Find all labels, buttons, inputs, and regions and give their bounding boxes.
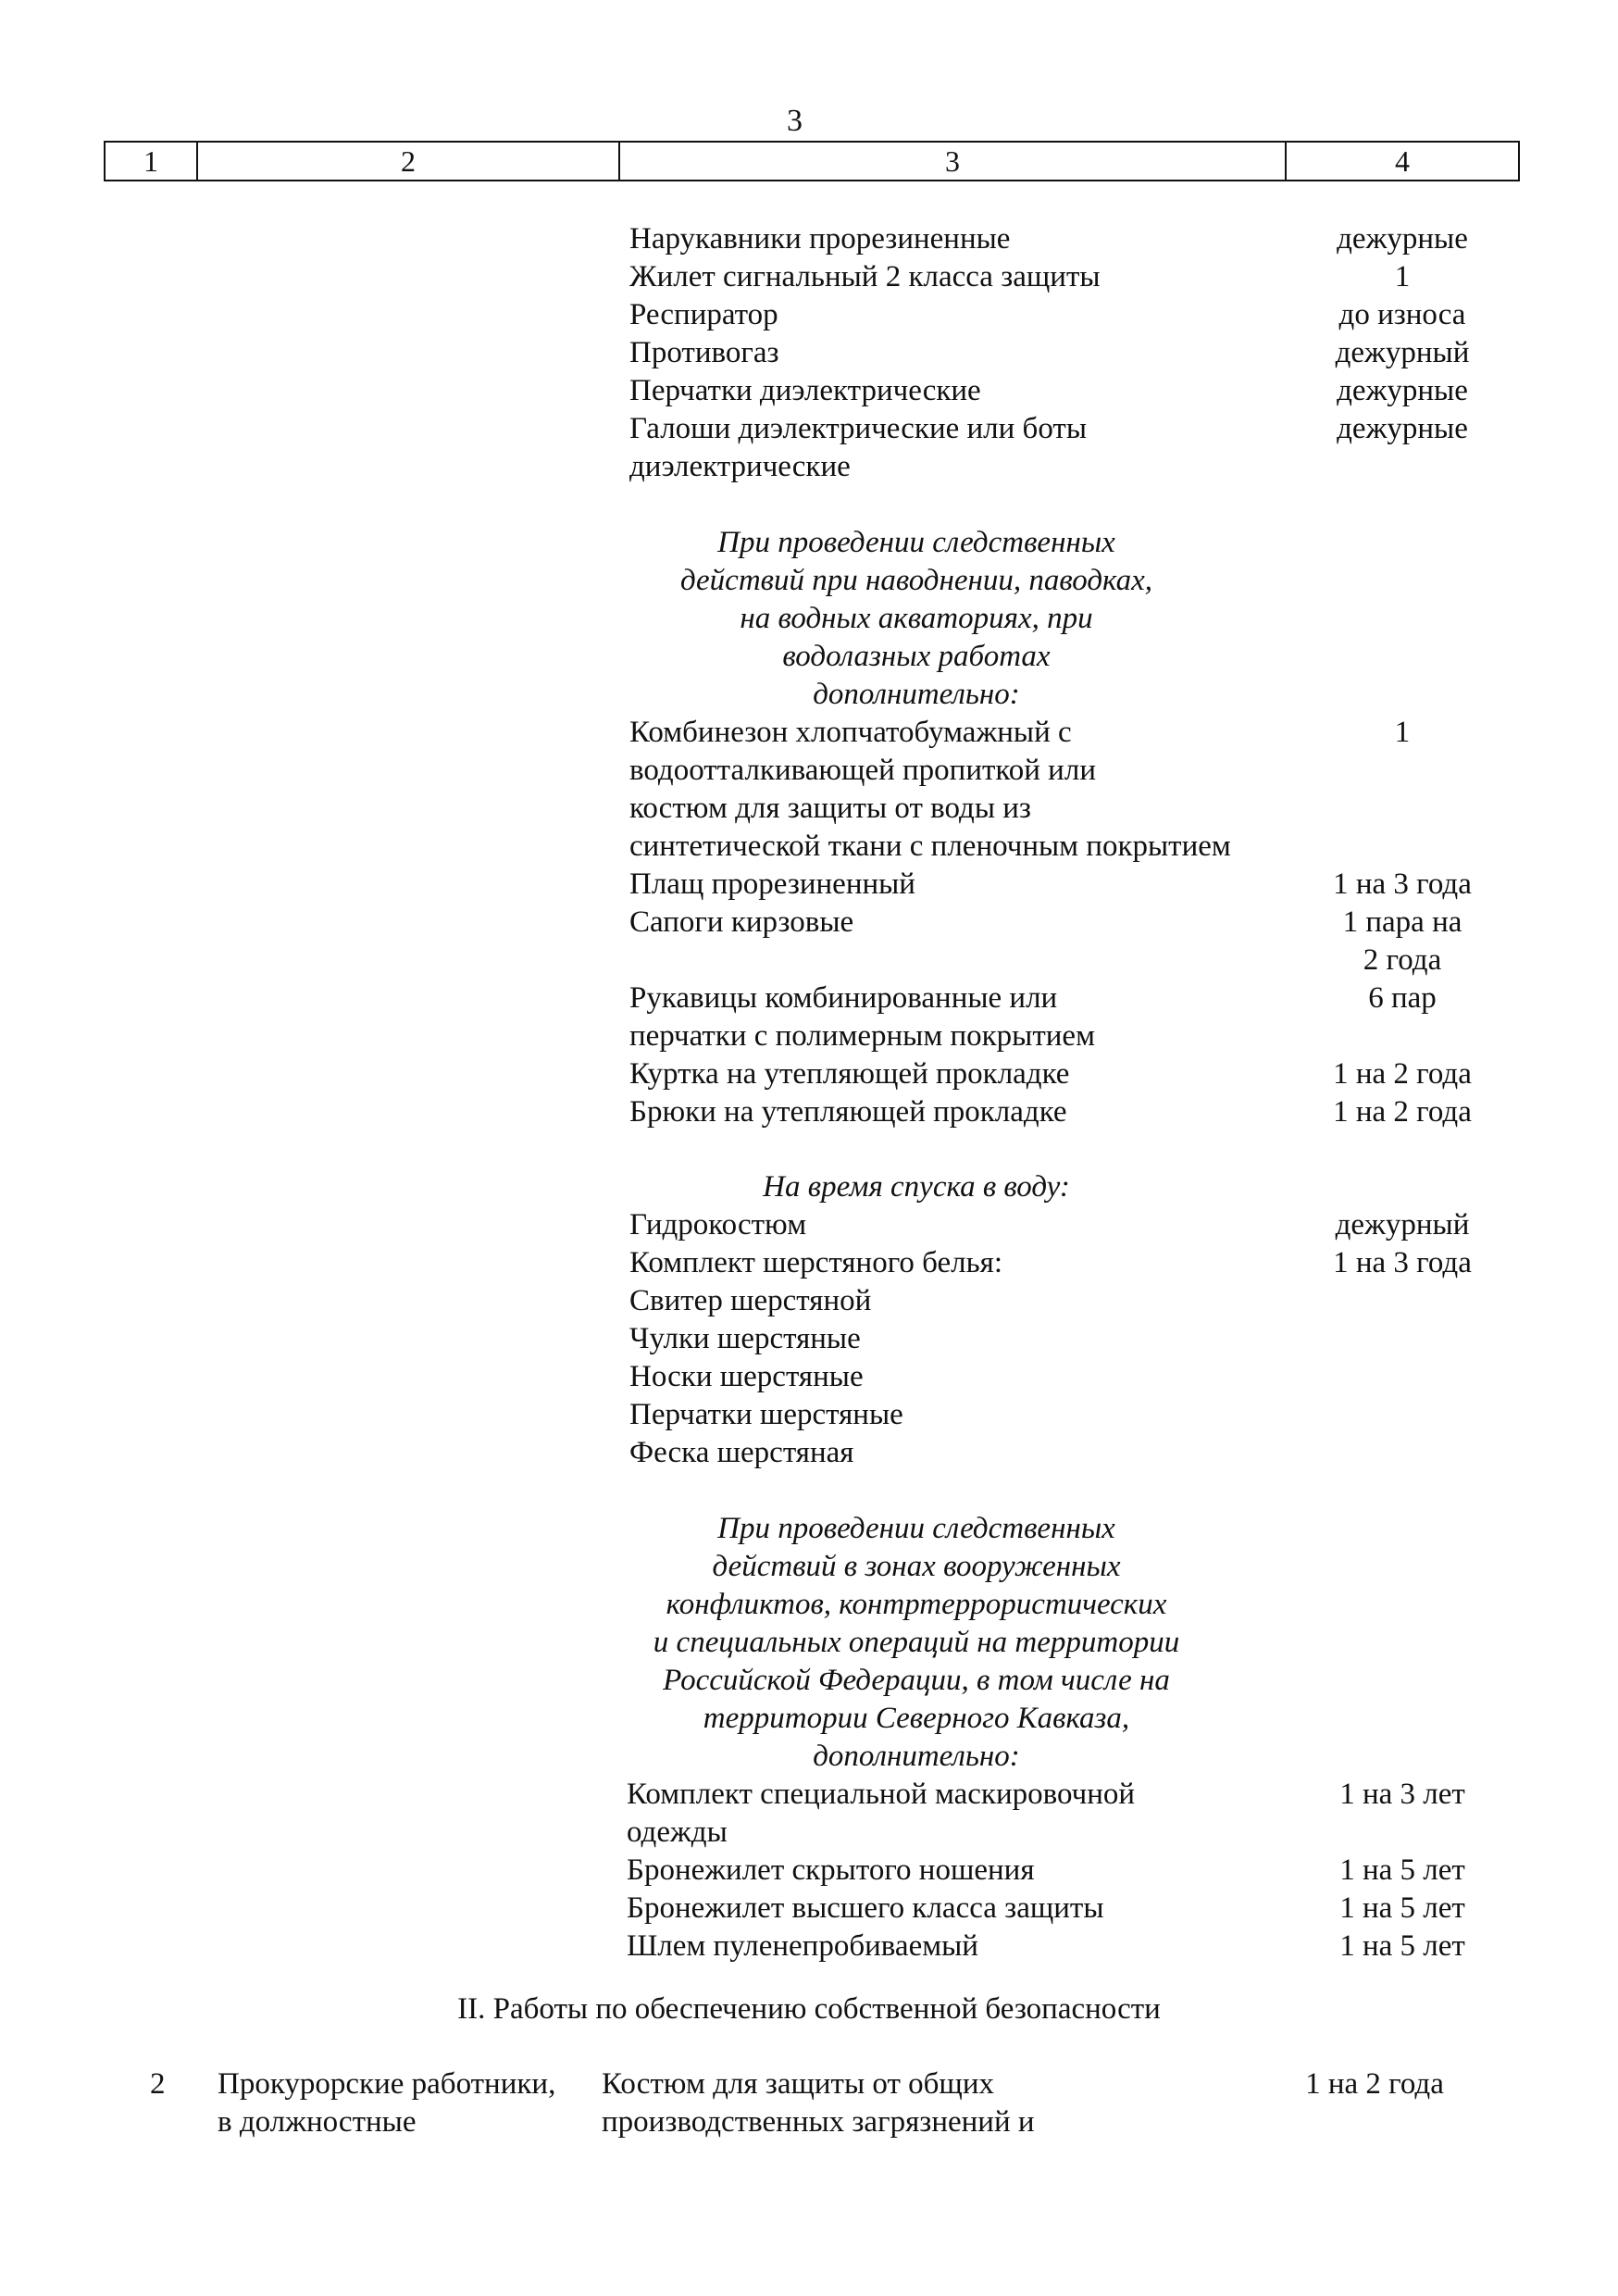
item-qty: дежурный: [1335, 336, 1470, 369]
item-qty: 1 на 5 лет: [1339, 1929, 1465, 1963]
item-name: Жилет сигнальный 2 класса защиты: [629, 260, 1101, 293]
item-name: Бронежилет высшего класса защиты: [627, 1891, 1104, 1925]
item-name: диэлектрические: [629, 450, 851, 483]
item-name: водоотталкивающей пропиткой или: [629, 754, 1096, 787]
condition-line: на водных акваториях, при: [740, 602, 1093, 635]
header-col-2: 2: [197, 142, 619, 181]
item-qty: дежурный: [1335, 1208, 1470, 1242]
condition-line: При проведении следственных: [717, 526, 1115, 559]
item-name: Носки шерстяные: [629, 1360, 864, 1393]
header-col-1: 1: [105, 142, 197, 181]
condition-line: и специальных операций на территории: [653, 1626, 1180, 1659]
header-col-3: 3: [619, 142, 1286, 181]
item-name: Комплект специальной маскировочной: [627, 1778, 1136, 1811]
item-qty: 1: [1394, 716, 1411, 749]
item-name: Перчатки диэлектрические: [629, 374, 981, 407]
item-name: Гидрокостюм: [629, 1208, 807, 1242]
item-name: Перчатки шерстяные: [629, 1398, 903, 1431]
item-name: Сапоги кирзовые: [629, 905, 854, 939]
role-text: Прокурорские работники,: [218, 2067, 556, 2101]
item-name: костюм для защиты от воды из: [629, 792, 1031, 825]
condition-line: действий в зонах вооруженных: [712, 1550, 1121, 1583]
item-qty: 1 на 3 лет: [1339, 1778, 1465, 1811]
item-qty: 1 на 2 года: [1333, 1095, 1472, 1129]
condition-line: действий при наводнении, паводках,: [679, 564, 1153, 597]
page-number: 3: [787, 104, 803, 138]
item-name: одежды: [627, 1816, 728, 1849]
item-qty: 1 на 3 года: [1333, 867, 1472, 901]
item-name: Респиратор: [629, 298, 778, 331]
item-name: Рукавицы комбинированные или: [629, 981, 1058, 1015]
header-col-4: 4: [1286, 142, 1519, 181]
item-qty: 1 пара на: [1342, 905, 1462, 939]
item-qty: дежурные: [1337, 222, 1468, 256]
item-name: Бронежилет скрытого ношения: [627, 1853, 1035, 1887]
item-name: Шлем пуленепробиваемый: [627, 1929, 978, 1963]
condition-line: территории Северного Кавказа,: [703, 1702, 1130, 1735]
condition-line: При проведении следственных: [717, 1512, 1115, 1545]
section-heading: II. Работы по обеспечению собственной безопасности: [457, 1992, 1161, 2026]
item-qty: 1 на 5 лет: [1339, 1891, 1465, 1925]
item-qty: 2 года: [1363, 943, 1442, 977]
item-name: синтетической ткани с пленочным покрытием: [629, 830, 1231, 863]
item-name: Костюм для защиты от общих: [602, 2067, 994, 2101]
header-row-table: [104, 141, 1520, 181]
condition-line: водолазных работах: [782, 640, 1051, 673]
condition-line: конфликтов, контртеррористических: [666, 1588, 1167, 1621]
item-name: Комплект шерстяного белья:: [629, 1246, 1003, 1279]
condition-line: дополнительно:: [813, 678, 1020, 711]
item-qty: 1: [1394, 260, 1411, 293]
role-text: в должностные: [218, 2105, 417, 2139]
item-name: перчатки с полимерным покрытием: [629, 1019, 1095, 1053]
item-name: Куртка на утепляющей прокладке: [629, 1057, 1070, 1091]
condition-line: На время спуска в воду:: [763, 1170, 1070, 1204]
item-name: Свитер шерстяной: [629, 1284, 872, 1317]
item-qty: до износа: [1338, 298, 1466, 331]
item-name: Противогаз: [629, 336, 779, 369]
item-name: Комбинезон хлопчатобумажный с: [629, 716, 1072, 749]
item-qty: 1 на 3 года: [1333, 1246, 1472, 1279]
item-qty: 1 на 5 лет: [1339, 1853, 1465, 1887]
item-qty: 1 на 2 года: [1305, 2067, 1444, 2101]
item-qty: дежурные: [1337, 374, 1468, 407]
item-name: Плащ прорезиненный: [629, 867, 915, 901]
condition-line: дополнительно:: [813, 1740, 1020, 1773]
item-qty: дежурные: [1337, 412, 1468, 445]
item-name: Чулки шерстяные: [629, 1322, 861, 1355]
condition-line: Российской Федерации, в том числе на: [663, 1664, 1170, 1697]
item-qty: 6 пар: [1368, 981, 1437, 1015]
row-number: 2: [150, 2067, 166, 2101]
item-name: Брюки на утепляющей прокладке: [629, 1095, 1067, 1129]
item-name: Феска шерстяная: [629, 1436, 854, 1469]
item-qty: 1 на 2 года: [1333, 1057, 1472, 1091]
item-name: Нарукавники прорезиненные: [629, 222, 1011, 256]
item-name: Галоши диэлектрические или боты: [629, 412, 1087, 445]
item-name: производственных загрязнений и: [602, 2105, 1035, 2139]
